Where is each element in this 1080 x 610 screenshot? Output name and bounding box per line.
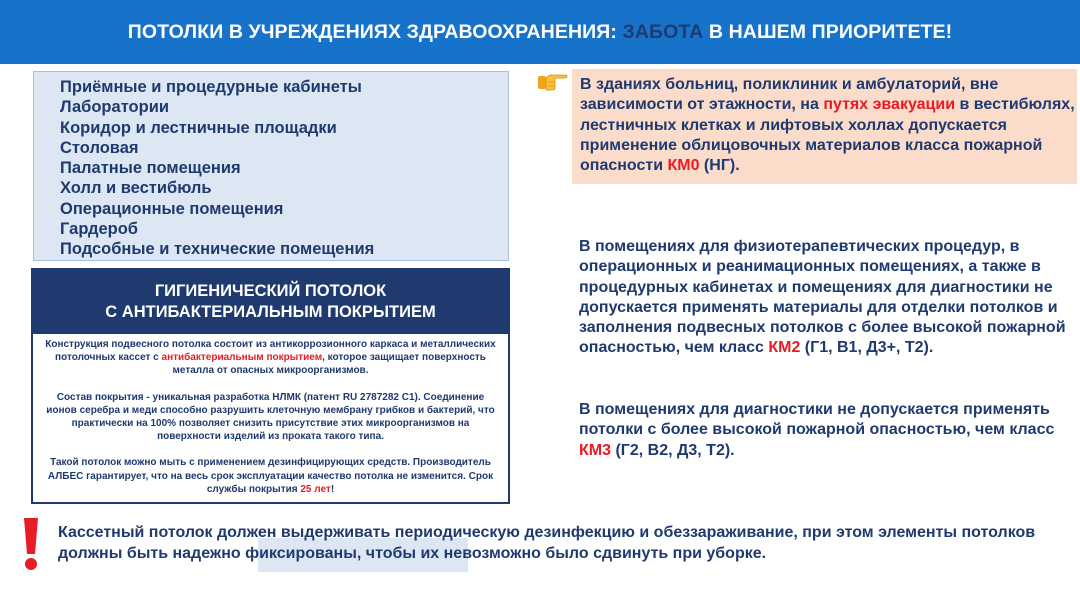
room-list-box [33, 71, 509, 261]
room-list [34, 72, 508, 260]
hygienic-title-line2: С АНТИБАКТЕРИАЛЬНЫМ ПОКРЫТИЕМ [105, 303, 436, 321]
pointing-hand-icon [538, 70, 568, 92]
room-item: Гардероб [60, 220, 138, 239]
bottom-text-end: , чтобы их невозможно было сдвинуть при уборке. [356, 545, 767, 562]
header-bar [0, 0, 1080, 64]
hygienic-title-line1: ГИГИЕНИЧЕСКИЙ ПОТОЛОК [154, 282, 387, 300]
bottom-warning [58, 522, 1073, 564]
room-item: Лаборатории [60, 98, 169, 117]
hygienic-ceiling-text [33, 334, 508, 496]
note1-text: В зданиях больниц, поликлиник и амбулаторий, вне зависимости от этажности, на [580, 76, 999, 114]
hygienic-ceiling-box [31, 268, 510, 504]
title-part1: ПОТОЛКИ В УЧРЕЖДЕНИЯХ ЗДРАВООХРАНЕНИЯ: [127, 20, 623, 43]
room-item: Столовая [60, 138, 139, 157]
hygienic-p3-highlight: 25 лет [300, 483, 331, 495]
note2-text-end: (Г1, В1, Д3+, Т2). [800, 339, 934, 357]
hygienic-paragraph-1 [41, 338, 500, 378]
room-item: Коридор и лестничные площадки [60, 118, 337, 137]
hygienic-p3-text: Такой потолок можно мыть с применением дезинфицирующих средств. Производитель АЛБЕС гарантирует, что на весь срок эксплуатации качество потолка не изменится. Срок службы покрытия [47, 457, 494, 495]
note1-highlight: путях эвакуации [823, 96, 956, 114]
hygienic-paragraph-2: Состав покрытия - уникальная разработка НЛМК (патент RU 2787282 C1). Соединение ионов серебра и меди способно разрушить клеточную мембрану грибков и бактерий, что практически на 100% позволяет снизить присутствие этих микроорганизмов на поверхности изделий из проката такого типа. [46, 391, 495, 443]
room-item: Приёмные и процедурные кабинеты [60, 78, 362, 96]
hygienic-p1-text: Конструкция подвесного потолка состоит из антикоррозионного каркаса и металлических потолочных кассет с [45, 339, 496, 364]
room-item: Холл и вестибюль [60, 179, 212, 198]
note1-text-mid: в вестибюлях, лестничных клетках и лифтовых холлах допускается применение облицовочных материалов класса пожарной опасности [580, 96, 1075, 175]
diagnostics-note [579, 400, 1074, 461]
note3-text-end: (Г2, В2, Д3, Т2). [611, 441, 735, 459]
physio-note [579, 237, 1074, 359]
hygienic-p1-text-end: , которое защищает поверхность металла от опасных микроорганизмов. [172, 352, 486, 377]
note2-text: В помещениях для физиотерапевтических процедур, в операционных и реанимационных помещениях, а также в процедурных кабинетах и помещениях для диагностики не допускается применять материалы для отделки потолков и заполнения подвесных потолков с более высокой пожарной опасностью, чем класс [579, 238, 1066, 357]
note2-class: КМ2 [768, 339, 801, 357]
title-highlight: ЗАБОТА [622, 20, 704, 43]
note3-class: КМ3 [579, 441, 611, 459]
room-item: Палатные помещения [60, 159, 241, 178]
exclamation-icon [22, 516, 40, 572]
evacuation-note [572, 69, 1077, 184]
note1-text-end: (НГ). [699, 157, 740, 175]
hygienic-paragraph-3 [41, 456, 500, 496]
note3-text: В помещениях для диагностики не допускается применять потолки с более высокой пожарной опасностью, чем класс [579, 401, 1055, 439]
room-item: Операционные помещения [60, 199, 284, 218]
hygienic-ceiling-title [33, 270, 508, 334]
page-title [128, 21, 953, 44]
hygienic-p1-highlight: антибактериальным покрытием [161, 352, 323, 364]
bottom-text: Кассетный потолок должен выдерживать периодическую дезинфекцию и обеззараживание, при этом элементы потолков должны быть [58, 524, 1036, 562]
note1-class: КМ0 [667, 157, 700, 175]
bottom-highlight: надежно фиксированы [172, 545, 357, 562]
hygienic-p3-text-end: ! [330, 483, 335, 495]
room-item: Подсобные и технические помещения [60, 240, 375, 259]
title-part2: В НАШЕМ ПРИОРИТЕТЕ! [703, 20, 953, 43]
